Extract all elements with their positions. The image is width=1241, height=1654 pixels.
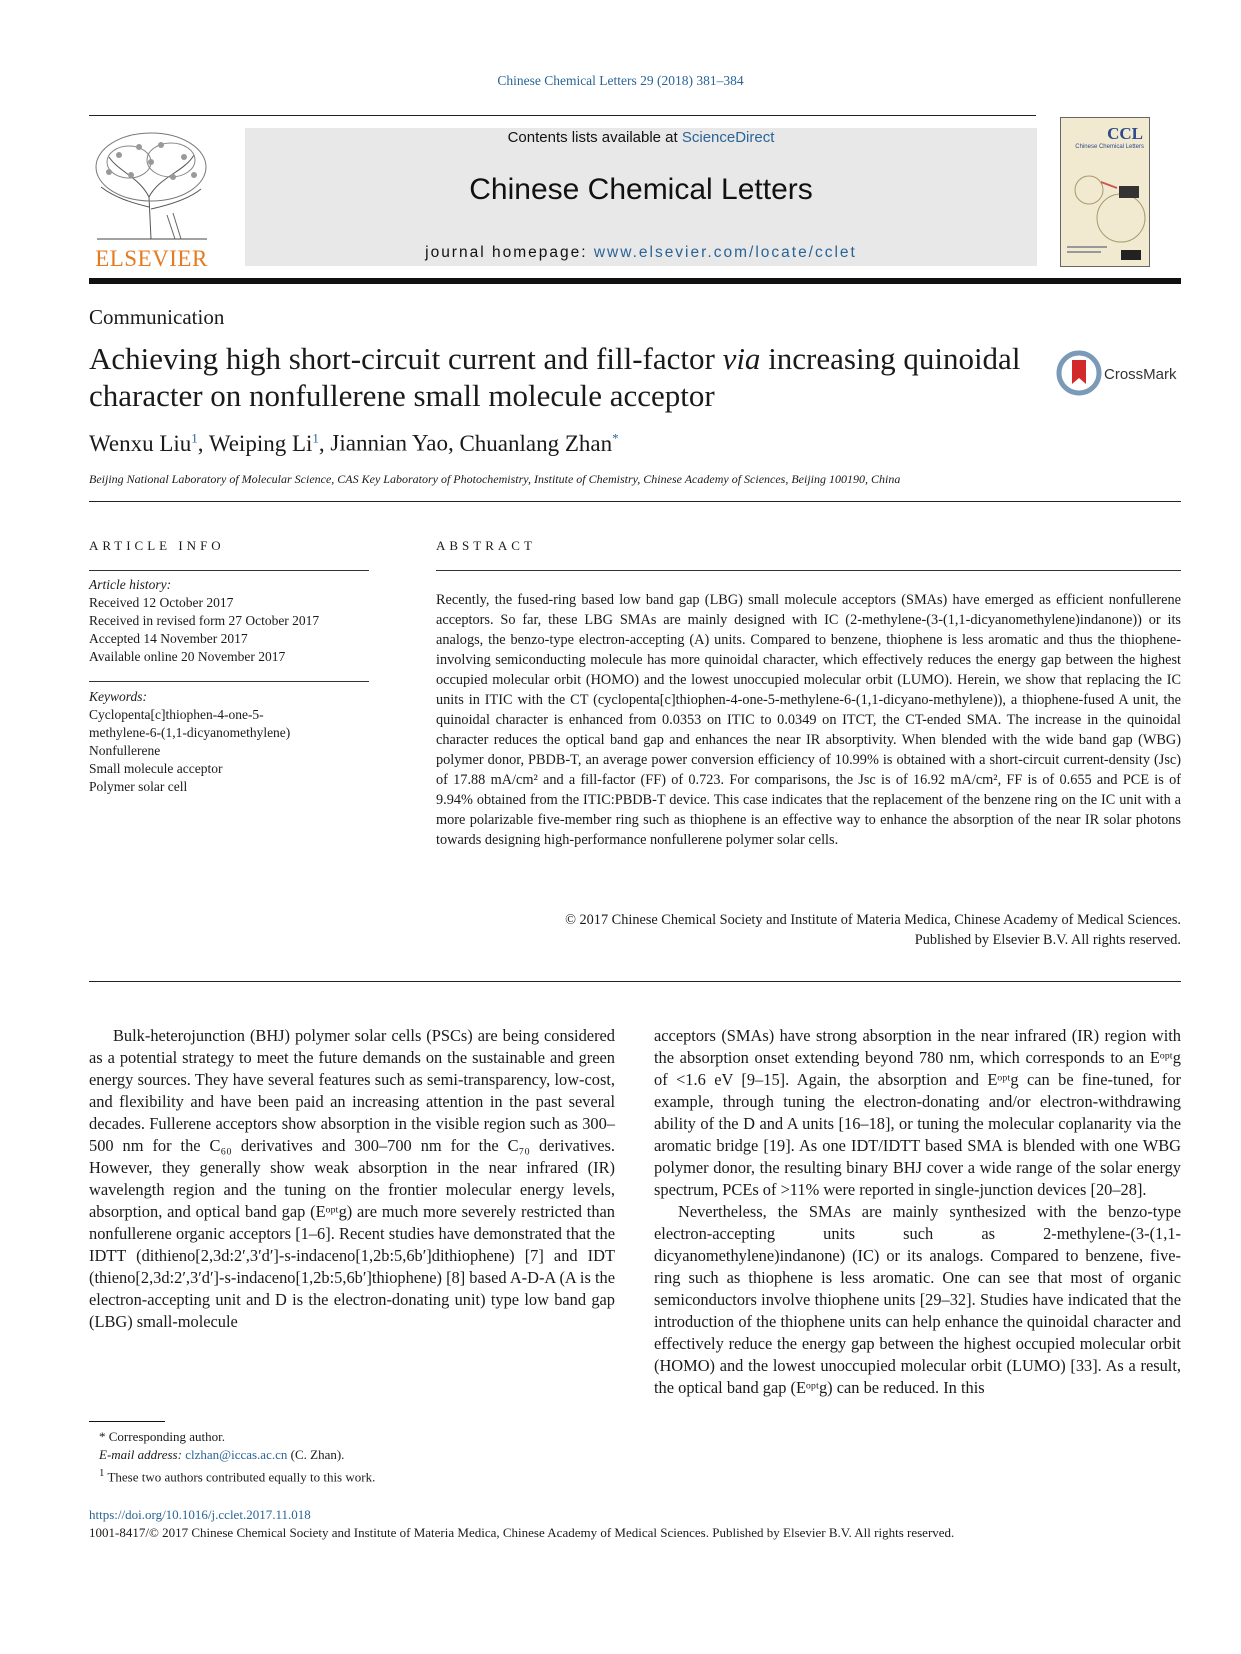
email-link[interactable]: clzhan@iccas.ac.cn [185, 1447, 288, 1462]
keyword: Polymer solar cell [89, 779, 188, 794]
author[interactable]: Jiannian Yao, [330, 430, 460, 456]
article-info-heading: ARTICLE INFO [89, 538, 225, 553]
footnote-corresponding: * Corresponding author. [99, 1429, 226, 1444]
keywords-label: Keywords: [89, 689, 147, 704]
keywords-rule [89, 681, 369, 682]
homepage-link[interactable]: www.elsevier.com/locate/cclet [593, 244, 857, 261]
top-rule [89, 115, 1036, 116]
keyword: methylene-6-(1,1-dicyanomethylene) [89, 725, 291, 740]
history-item: Accepted 14 November 2017 [89, 631, 248, 646]
keywords [89, 688, 379, 796]
elsevier-wordmark: ELSEVIER [95, 246, 208, 271]
section-divider [89, 501, 1181, 502]
title-part-1: Achieving high short-circuit current and fill-factor [89, 341, 715, 376]
copyright-line-1: © 2017 Chinese Chemical Society and Institute of Materia Medica, Chinese Academy of Medical Sciences. [565, 912, 1181, 928]
footnotes [89, 1428, 609, 1486]
body-column-right [654, 1025, 1181, 1399]
history-item: Available online 20 November 2017 [89, 649, 286, 664]
article-title [89, 340, 1029, 414]
keyword: Small molecule acceptor [89, 761, 223, 776]
crossmark-badge[interactable] [1056, 350, 1196, 400]
history-label: Article history: [89, 577, 172, 592]
history-item: Received in revised form 27 October 2017 [89, 613, 320, 628]
title-part-2: increasing quinoidal character on nonfullerene small molecule acceptor [89, 341, 1021, 413]
body-column-left [89, 1025, 615, 1333]
keyword: Cyclopenta[c]thiophen-4-one-5- [89, 707, 264, 722]
abstract-divider [89, 981, 1181, 982]
author[interactable]: Wenxu Liu$^1$, [89, 430, 209, 456]
author[interactable]: Chuanlang Zhan* [459, 430, 619, 456]
crossmark-label: CrossMark [1104, 366, 1177, 383]
author[interactable]: Weiping Li$^1$, [208, 430, 331, 456]
contents-prefix: Contents lists available at [507, 129, 678, 146]
footnote-email: E-mail address: clzhan@iccas.ac.cn (C. Zhan). [99, 1447, 345, 1462]
body-paragraph: Bulk-heterojunction (BHJ) polymer solar cells (PSCs) are being considered as a potential strategy to meet the future demands on the sustainable and green energy sources. They have several features such as semi-transparency, low-cost, and flexibility and have been paid an increasing attention in the past several decades. Fullerene acceptors show absorption in the visible region such as 300–500 nm for the C₆₀ derivatives and 300–700 nm for the C₇₀ derivatives. However, they generally show weak absorption in the near infrared (IR) wavelength region and the tuning on the frontier molecular energy levels, absorption, and optical band gap (Eᵒᵖᵗg) are much more severely restricted than nonfullerene organic acceptors [1–6]. Recent studies have demonstrated that the IDTT (dithieno[2,3d:2′,3′d′]-s-indaceno[1,2b:5,6b′]dithiophene) [7] and IDT (thieno[2,3d:2′,3′d′]-s-indaceno[1,2b:5,6b′]thiophene) [8] based A-D-A (A is the electron-accepting unit and D is the electron-donating unit) type low band gap (LBG) small-molecule [89, 1026, 615, 1331]
contents-available-line [245, 128, 1037, 146]
homepage-prefix: journal homepage: [425, 244, 588, 261]
sciencedirect-link[interactable]: ScienceDirect [681, 129, 775, 146]
article-history [89, 576, 379, 666]
article-info-rule [89, 570, 369, 571]
copyright-line-2: Published by Elsevier B.V. All rights reserved. [914, 932, 1181, 948]
footnote-equal-contribution: $^1$ These two authors contributed equally to this work. [99, 1467, 376, 1485]
crossmark-icon [1056, 350, 1102, 396]
issn-line: 1001-8417/© 2017 Chinese Chemical Society and Institute of Materia Medica, Chinese Academy of Medical Sciences. Published by Elsevier B.V. All rights reserved. [89, 1525, 955, 1540]
keyword: Nonfullerene [89, 743, 161, 758]
author-list [89, 430, 619, 457]
body-paragraph: Nevertheless, the SMAs are mainly synthesized with the benzo-type electron-accepting units such as 2-methylene-(3-(1,1-dicyanomethylene)indanone) (IC) or its analogs. Compared to benzene, five-ring such as thiophene is less aromatic. One can see that most of organic semiconductors involve thiophene units [29–32]. Studies have indicated that the introduction of the thiophene units can help enhance the quinoidal character and effectively reduce the energy gap between the highest occupied molecular orbit (HOMO) and the lowest unoccupied molecular orbit (LUMO) [33]. As a result, the optical band gap (Eᵒᵖᵗg) can be reduced. In this [654, 1202, 1181, 1397]
footnote-rule [89, 1421, 165, 1422]
body-paragraph: acceptors (SMAs) have strong absorption in the near infrared (IR) region with the absorption onset extending beyond 780 nm, which corresponds to an Eᵒᵖᵗg of <1.6 eV [9–15]. Again, the absorption and Eᵒᵖᵗg can be fine-tuned, for example, through tuning the electron-donating and/or electron-withdrawing ability of the D and A units [16–18], or tuning the molecular coplanarity via the aromatic bridge [19]. As one IDT/IDTT based SMA is blended with one WBG polymer donor, the resulting binary BHJ cover a wide range of the solar energy spectrum, PCEs of >11% were reported in single-junction devices [20–28]. [654, 1026, 1181, 1199]
affiliation: Beijing National Laboratory of Molecular Science, CAS Key Laboratory of Photochemistry, Institute of Chemistry, Chinese Academy of Sciences, Beijing 100190, China [89, 472, 901, 486]
journal-homepage-line [245, 244, 1037, 262]
history-item: Received 12 October 2017 [89, 595, 234, 610]
journal-reference[interactable]: Chinese Chemical Letters 29 (2018) 381–384 [497, 73, 744, 88]
abstract-copyright [436, 910, 1181, 950]
abstract-heading: ABSTRACT [436, 538, 536, 553]
journal-title: Chinese Chemical Letters [469, 173, 813, 206]
article-type: Communication [89, 305, 225, 329]
doi-link[interactable]: https://doi.org/10.1016/j.cclet.2017.11.018 [89, 1507, 311, 1522]
title-italic: via [722, 341, 761, 376]
journal-cover-thumbnail[interactable] [1060, 117, 1150, 267]
header-divider [89, 278, 1181, 284]
cover-title: CCL [1107, 124, 1143, 143]
abstract-text: Recently, the fused-ring based low band gap (LBG) small molecule acceptors (SMAs) have emerged as efficient nonfullerene acceptors. So far, these LBG SMAs are mainly designed with IC (2-methylene-(3-(1,1-dicyanomethylene)indanone)) or its analogs, the benzo-type electron-accepting (A) units. Compared to benzene, thiophene is less aromatic and thus the thiophene-involving semiconducting molecule has more quinoidal character, which effectively reduces the energy gap between the highest occupied molecular orbit (HOMO) and the lowest unoccupied molecular orbit (LUMO). Herein, we show that replacing the IC units in ITIC with the CT (cyclopenta[c]thiophen-4-one-5-methylene-6-(1,1-dicyano-methylene)), a thiophene-fused A unit, the quinoidal character is enhanced from 0.0353 on ITIC to 0.0349 on ITCT, the CT-ended SMA. The increase in the quinoidal character reduces the optical band gap and enhances the near IR absorptivity. When blended with the wide band gap (WBG) polymer donor, PBDB-T, an average power conversion efficiency of 10.99% is obtained with a short-circuit current-density (Jsc) of 17.88 mA/cm² and a fill-factor (FF) of 0.723. For comparisons, the Jsc is of 16.92 mA/cm², FF is of 0.655 and PCE is of 9.94% obtained from the ITIC:PBDB-T device. This case indicates that the replacement of the benzene ring on the IC unit with a more polarizable five-member ring such as thiophene is an effective way to enhance the absorption of the near IR solar photons towards designing high-performance nonfullerene polymer solar cells. [436, 592, 1181, 848]
abstract-rule [436, 570, 1181, 571]
cover-subtitle: Chinese Chemical Letters [1075, 144, 1144, 150]
